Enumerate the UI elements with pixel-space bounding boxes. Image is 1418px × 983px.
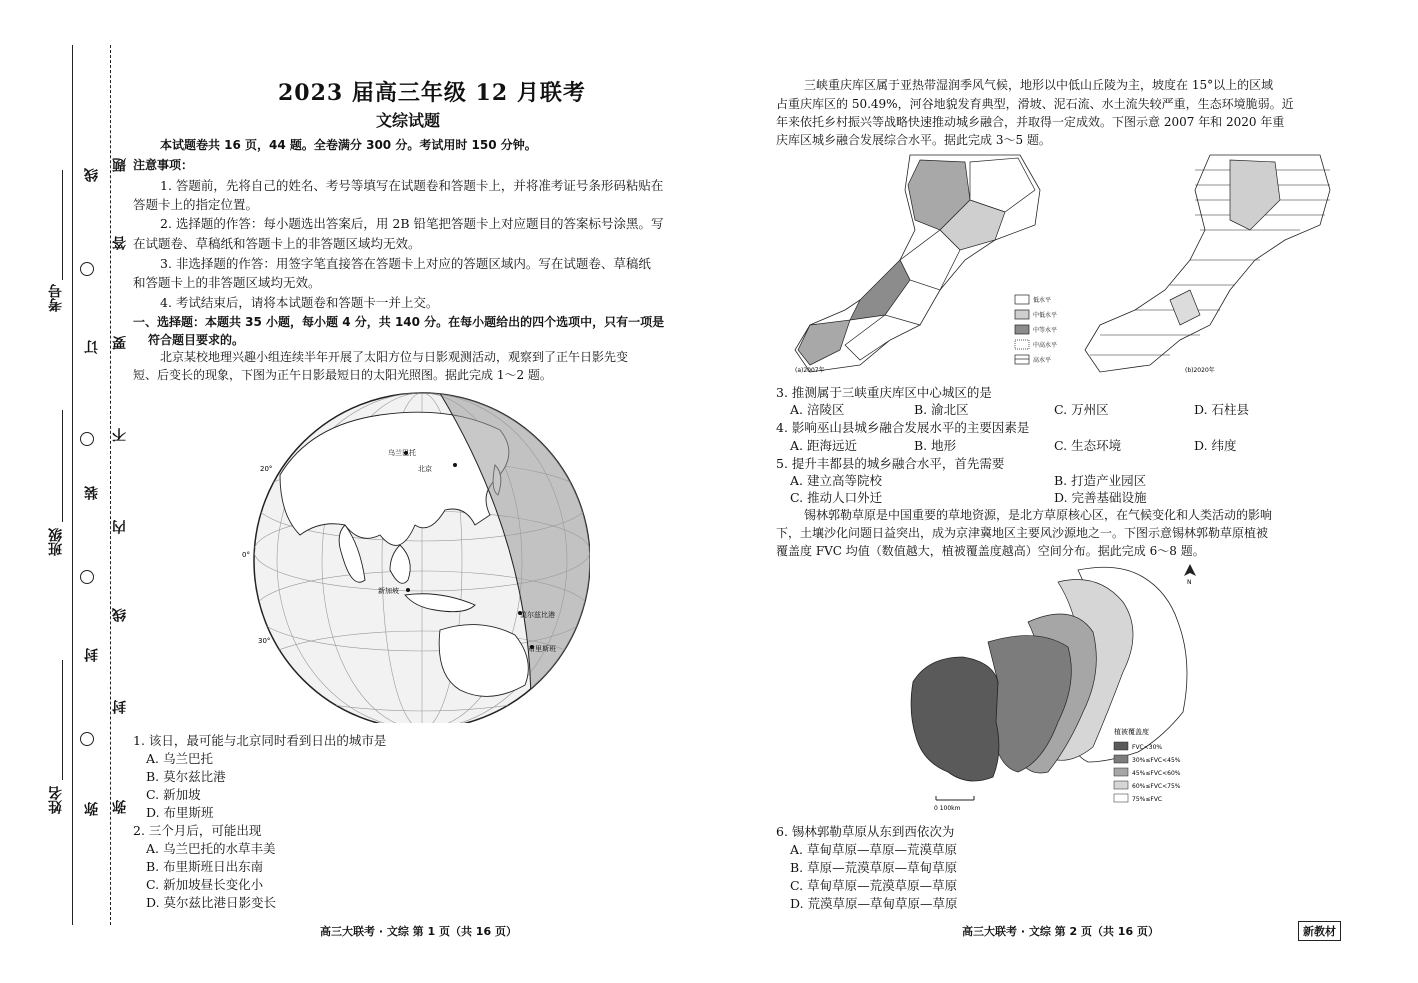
- north-arrow-icon: [1184, 564, 1196, 576]
- notice-4: 4. 考试结束后，请将本试题卷和答题卡一并上交。: [160, 295, 439, 310]
- bind-inner-word: 内: [112, 520, 128, 534]
- question-2: 2. 三个月后，可能出现: [133, 823, 262, 838]
- notice-1a: 1. 答题前，先将自己的姓名、考号等填写在试题卷和答题卡上，并将准考证号条形码粘贴在: [160, 178, 664, 193]
- bind-inner-word: 题: [112, 158, 128, 172]
- q3-option-c[interactable]: C. 万州区: [1054, 402, 1109, 417]
- bind-inner-word: 弥: [112, 800, 128, 814]
- exam-title: 2023 届高三年级 12 月联考: [278, 80, 586, 106]
- page-1-footer: 高三大联考 · 文综 第 1 页（共 16 页）: [320, 925, 517, 938]
- legend-low: 低水平: [1033, 297, 1052, 304]
- class-line[interactable]: [62, 410, 63, 522]
- exam-intro: 本试题卷共 16 页，44 题。全卷满分 300 分。考试用时 150 分钟。: [160, 138, 537, 152]
- legend-high: 高水平: [1033, 357, 1052, 364]
- lat-20: 20°: [260, 465, 273, 473]
- bind-inner-word: 要: [112, 336, 128, 350]
- bind-word-seal: 封: [84, 648, 100, 662]
- q4-option-c[interactable]: C. 生态环境: [1054, 438, 1122, 453]
- passage-3a: 锡林郭勒草原是中国重要的草地资源，是北方草原核心区，在气候变化和人类活动的影响: [804, 508, 1273, 522]
- q3-option-b[interactable]: B. 渝北区: [914, 402, 969, 417]
- xilingol-fvc-map: [908, 562, 1208, 820]
- new-textbook-badge: 新教材: [1298, 921, 1341, 941]
- class-label: 班级: [48, 528, 64, 556]
- passage-2c: 年来依托乡村振兴等战略快速推动城乡融合，并取得一定成效。下图示意 2007 年和 2020 年重: [776, 115, 1285, 129]
- bind-circle: [80, 432, 94, 446]
- map-b-caption: (b)2020年: [1185, 367, 1215, 374]
- region-fvc-below-30: [911, 657, 999, 781]
- q4-option-d[interactable]: D. 纬度: [1194, 438, 1237, 453]
- q5-option-d[interactable]: D. 完善基础设施: [1054, 490, 1147, 505]
- scale-label: 0 100km: [934, 805, 961, 812]
- legend-mid: 中等水平: [1033, 327, 1058, 334]
- notice-heading: 注意事项：: [133, 158, 194, 172]
- section-1-heading: 一、选择题：本题共 35 小题，每小题 4 分，共 140 分。在每小题给出的四个选项中，只有一项是: [133, 315, 665, 329]
- bind-word-mi: 弥: [84, 802, 100, 816]
- fvc-legend-1: FVC<30%: [1132, 744, 1163, 751]
- globe-illumination-map: [240, 385, 590, 723]
- q5-option-b[interactable]: B. 打造产业园区: [1054, 473, 1147, 488]
- q4-option-a[interactable]: A. 距海远近: [790, 438, 857, 453]
- city-singapore: 新加坡: [378, 587, 399, 595]
- chongqing-maps: [790, 150, 1340, 380]
- bind-inner-word: 不: [112, 428, 128, 442]
- fvc-legend-2: 30%≤FVC<45%: [1132, 757, 1181, 764]
- q2-option-a[interactable]: A. 乌兰巴托的水草丰美: [146, 841, 276, 856]
- bind-word-order: 订: [84, 340, 100, 354]
- exam-number-line[interactable]: [62, 170, 63, 280]
- q1-option-d[interactable]: D. 布里斯班: [146, 805, 214, 820]
- passage-3c: 覆盖度 FVC 均值（数值越大，植被覆盖度越高）空间分布。据此完成 6～8 题。: [776, 544, 1205, 558]
- exam-subtitle: 文综试题: [376, 111, 441, 130]
- bind-circle: [80, 570, 94, 584]
- name-line[interactable]: [62, 660, 63, 780]
- fvc-legend-5: 75%≤FVC: [1132, 796, 1163, 803]
- legend-mid-high: 中高水平: [1033, 342, 1058, 349]
- notice-2a: 2. 选择题的作答：每小题选出答案后，用 2B 铅笔把答题卡上对应题目的答案标号涂黑。写: [160, 216, 664, 231]
- lat-0: 0°: [242, 551, 250, 559]
- city-brisbane: 布里斯班: [528, 645, 556, 653]
- notice-3b: 和答题卡上的非答题区域均无效。: [133, 275, 321, 290]
- bind-word-bind: 装: [84, 486, 100, 500]
- exam-number-label: 考号: [48, 284, 64, 312]
- bind-word-line: 线: [84, 168, 100, 182]
- bind-inner-word: 线: [112, 608, 128, 622]
- q6-option-d[interactable]: D. 荒漠草原—草甸草原—草原: [790, 896, 958, 911]
- city-beijing: 北京: [418, 465, 432, 473]
- q5-option-a[interactable]: A. 建立高等院校: [790, 473, 882, 488]
- notice-1b: 答题卡上的指定位置。: [133, 197, 259, 212]
- notice-2b: 在试题卷、草稿纸和答题卡上的非答题区域均无效。: [133, 236, 421, 251]
- q2-option-b[interactable]: B. 布里斯班日出东南: [146, 859, 264, 874]
- q1-option-a[interactable]: A. 乌兰巴托: [146, 751, 213, 766]
- map-a-caption: (a)2007年: [795, 367, 825, 374]
- city-ulanbator: 乌兰巴托: [388, 449, 416, 457]
- section-1-heading-cont: 符合题目要求的。: [148, 333, 245, 347]
- q6-option-c[interactable]: C. 草甸草原—荒漠草原—草原: [790, 878, 958, 893]
- name-label: 姓名: [48, 786, 64, 814]
- question-5: 5. 提升丰都县的城乡融合水平，首先需要: [776, 456, 1005, 471]
- q6-option-a[interactable]: A. 草甸草原—草原—荒漠草原: [790, 842, 957, 857]
- bind-inner-word: 答: [112, 236, 128, 250]
- q6-option-b[interactable]: B. 草原—荒漠草原—草甸草原: [790, 860, 958, 875]
- north-label: N: [1187, 579, 1192, 586]
- passage-1a: 北京某校地理兴趣小组连续半年开展了太阳方位与日影观测活动，观察到了正午日影先变: [160, 350, 629, 364]
- bind-circle: [80, 732, 94, 746]
- bind-inner-word: 封: [112, 700, 128, 714]
- q4-option-b[interactable]: B. 地形: [914, 438, 957, 453]
- notice-3a: 3. 非选择题的作答：用签字笔直接答在答题卡上对应的答题区域内。写在试题卷、草稿纸: [160, 256, 651, 271]
- passage-1b: 短、后变长的现象，下图为正午日影最短日的太阳光照图。据此完成 1～2 题。: [133, 368, 552, 382]
- map-2020: [1085, 155, 1330, 374]
- passage-2d: 庆库区城乡融合发展综合水平。据此完成 3～5 题。: [776, 133, 1051, 147]
- question-6: 6. 锡林郭勒草原从东到西依次为: [776, 824, 955, 839]
- q5-option-c[interactable]: C. 推动人口外迁: [790, 490, 883, 505]
- lat-30: 30°: [258, 637, 271, 645]
- q1-option-c[interactable]: C. 新加坡: [146, 787, 201, 802]
- fvc-legend-3: 45%≤FVC<60%: [1132, 770, 1181, 777]
- fvc-legend-4: 60%≤FVC<75%: [1132, 783, 1181, 790]
- passage-2a: 三峡重庆库区属于亚热带湿润季风气候，地形以中低山丘陵为主，坡度在 15°以上的区域: [804, 78, 1274, 92]
- q3-option-a[interactable]: A. 涪陵区: [790, 402, 845, 417]
- city-moresby: 莫尔兹比港: [520, 611, 555, 619]
- legend-mid-low: 中低水平: [1033, 312, 1058, 319]
- q3-option-d[interactable]: D. 石柱县: [1194, 402, 1250, 417]
- q2-option-d[interactable]: D. 莫尔兹比港日影变长: [146, 895, 277, 910]
- q1-option-b[interactable]: B. 莫尔兹比港: [146, 769, 226, 784]
- passage-3b: 下，土壤沙化问题日益突出，成为京津冀地区主要风沙源地之一。下图示意锡林郭勒草原植被: [776, 526, 1269, 540]
- passage-2b: 占重庆库区的 50.49%，河谷地貌发育典型，滑坡、泥石流、水土流失较严重，生态环境脆弱。近: [776, 97, 1294, 111]
- fvc-legend-title: 植被覆盖度: [1114, 728, 1149, 736]
- map-2007: [795, 155, 1040, 374]
- page-2-footer: 高三大联考 · 文综 第 2 页（共 16 页）: [962, 925, 1159, 938]
- map-legend: [1015, 295, 1057, 364]
- bind-circle: [80, 262, 94, 276]
- question-1: 1. 该日，最可能与北京同时看到日出的城市是: [133, 733, 387, 748]
- question-3: 3. 推测属于三峡重庆库区中心城区的是: [776, 385, 992, 400]
- q2-option-c[interactable]: C. 新加坡昼长变化小: [146, 877, 264, 892]
- question-4: 4. 影响巫山县城乡融合发展水平的主要因素是: [776, 420, 1030, 435]
